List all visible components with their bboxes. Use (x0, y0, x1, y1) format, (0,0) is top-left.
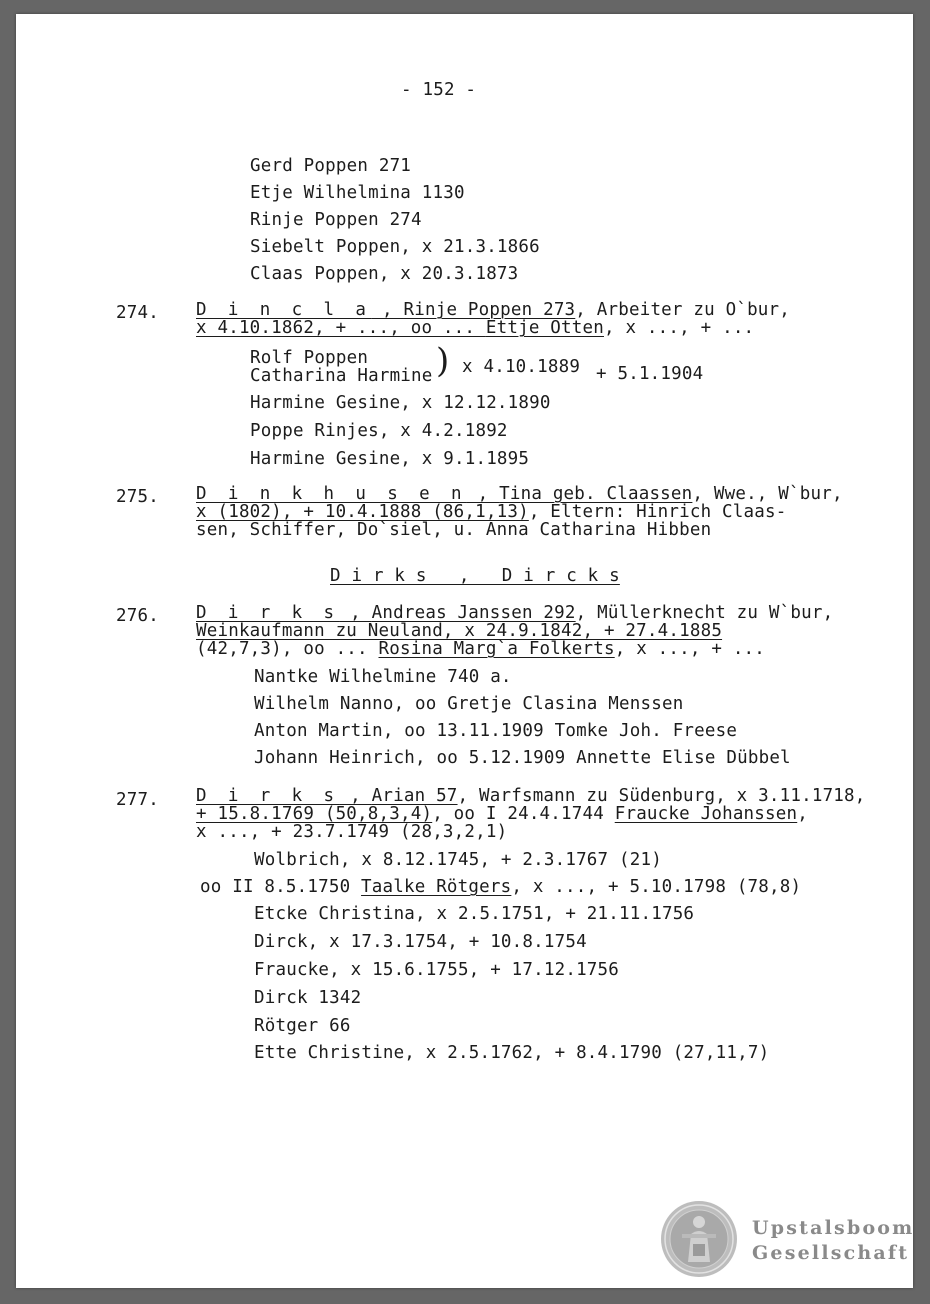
spouse-dates: , x ..., + ... (603, 318, 755, 338)
page-number: - 152 - (401, 80, 477, 100)
first-marriage: , oo I 24.4.1744 (432, 804, 615, 824)
spouse-1-dates: x ..., + 23.7.1749 (28,3,2,1) (196, 822, 508, 842)
society-seal-icon (660, 1200, 738, 1278)
list-item: Dirck 1342 (254, 988, 362, 1008)
brace-symbol: ) (436, 341, 450, 381)
entry-number: 275. (116, 487, 159, 507)
occupation: , Warfsmann zu Südenburg, x 3.11.1718, (457, 786, 866, 806)
given-name: Andreas Janssen 292 (371, 603, 576, 623)
entry-heading (196, 301, 790, 319)
list-item: Rötger 66 (254, 1016, 351, 1036)
list-item: Gerd Poppen 271 (250, 156, 412, 176)
entry-heading (196, 787, 866, 805)
document-page (16, 14, 913, 1288)
twin-child-1: Rolf Poppen (250, 348, 369, 368)
surname: D i r k s (196, 603, 340, 623)
spouse-1: Fraucke Johanssen (614, 804, 798, 824)
list-item: Poppe Rinjes, x 4.2.1892 (250, 421, 508, 441)
entry-dates (196, 805, 808, 823)
separator: , (371, 300, 404, 320)
twin-born: x 4.10.1889 (462, 357, 581, 377)
entry-number: 277. (116, 790, 159, 810)
status: , Wwe., W`bur, (692, 484, 843, 504)
dates: + 15.8.1769 (50,8,3,4) (196, 804, 433, 824)
given-name: Rinje Poppen 273 (403, 300, 576, 320)
second-marriage (200, 877, 801, 897)
entry-dates (196, 503, 786, 521)
dates: Weinkaufmann zu Neuland, x 24.9.1842, + 27.4.1885 (196, 621, 723, 641)
list-item: Harmine Gesine, x 12.12.1890 (250, 393, 551, 413)
spouse-dates: , x ..., + ... (614, 639, 766, 659)
list-item: Etje Wilhelmina 1130 (250, 183, 465, 203)
list-item: Siebelt Poppen, x 21.3.1866 (250, 237, 540, 257)
entry-parents-cont: sen, Schiffer, Do`siel, u. Anna Catharina Hibben (196, 520, 712, 540)
separator: , (339, 603, 372, 623)
list-item: Harmine Gesine, x 9.1.1895 (250, 449, 530, 469)
list-item: Anton Martin, oo 13.11.1909 Tomke Joh. Freese (254, 721, 738, 741)
separator: , (339, 786, 372, 806)
entry-dates (196, 319, 754, 337)
separator: , (466, 484, 500, 504)
list-item: Claas Poppen, x 20.3.1873 (250, 264, 519, 284)
surname: D i n k h u s e n (196, 484, 467, 504)
surname: D i r k s (196, 786, 340, 806)
entry-marriage (196, 640, 765, 658)
dates: x 4.10.1862, + ..., oo ... (196, 318, 486, 338)
twin-died: + 5.1.1904 (596, 364, 704, 384)
parents: , Eltern: Hinrich Claas- (528, 502, 787, 522)
marriage-date: oo II 8.5.1750 (200, 877, 362, 897)
twin-child-2: Catharina Harmine (250, 366, 433, 386)
entry-number: 276. (116, 606, 159, 626)
logo-line-2: Gesellschaft (752, 1242, 910, 1264)
society-name-logo (752, 1216, 915, 1266)
spouse: Rosina Marg`a Folkerts (378, 639, 615, 659)
surname: D i n c l a (196, 300, 372, 320)
comma: , (797, 804, 808, 824)
occupation: , Arbeiter zu O`bur, (575, 300, 791, 320)
occupation: , Müllerknecht zu W`bur, (575, 603, 834, 623)
entry-dates (196, 622, 722, 640)
given-name: Tina geb. Claassen (499, 484, 693, 504)
spouse-2-dates: , x ..., + 5.10.1798 (78,8) (511, 877, 802, 897)
section-heading: D i r k s , D i r c k s (330, 566, 620, 586)
list-item: Etcke Christina, x 2.5.1751, + 21.11.1756 (254, 904, 695, 924)
logo-line-1: Upstalsboom (752, 1217, 915, 1239)
list-item: Ette Christine, x 2.5.1762, + 8.4.1790 (27,11,7) (254, 1043, 770, 1063)
entry-heading (196, 604, 833, 622)
dates: x (1802), + 10.4.1888 (86,1,13) (196, 502, 529, 522)
list-item: Nantke Wilhelmine 740 a. (254, 667, 512, 687)
age-marriage: (42,7,3), oo ... (196, 639, 379, 659)
list-item: Dirck, x 17.3.1754, + 10.8.1754 (254, 932, 587, 952)
list-item: Johann Heinrich, oo 5.12.1909 Annette Elise Dübbel (254, 748, 791, 768)
entry-number: 274. (116, 303, 159, 323)
spouse: Ettje Otten (485, 318, 604, 338)
list-item: Wolbrich, x 8.12.1745, + 2.3.1767 (21) (254, 850, 662, 870)
spouse-2: Taalke Rötgers (361, 877, 512, 897)
entry-heading (196, 485, 843, 503)
list-item: Wilhelm Nanno, oo Gretje Clasina Menssen (254, 694, 684, 714)
given-name: Arian 57 (371, 786, 458, 806)
list-item: Rinje Poppen 274 (250, 210, 422, 230)
list-item: Fraucke, x 15.6.1755, + 17.12.1756 (254, 960, 620, 980)
